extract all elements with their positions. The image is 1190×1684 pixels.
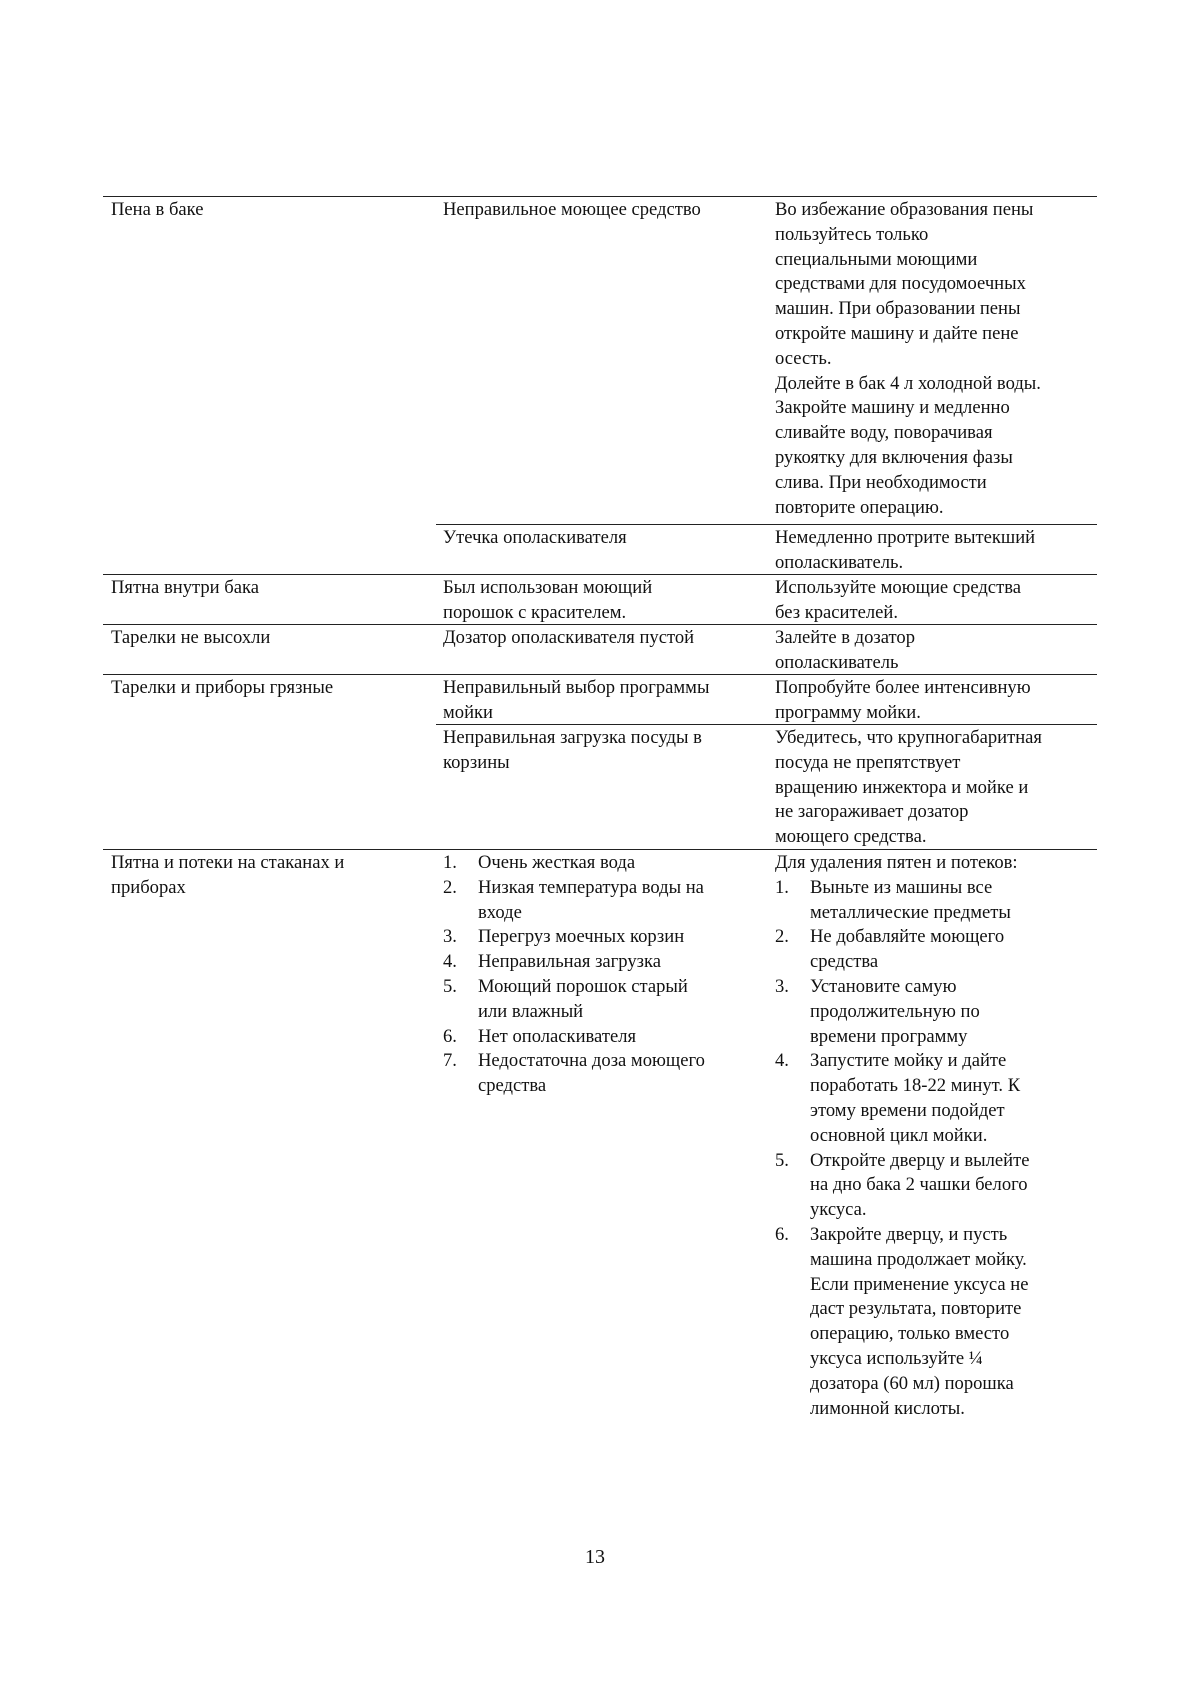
list-item: 2. Не добавляйте моющего средства (775, 926, 1005, 973)
list-item: 5. Моющий порошок старый или влажный (443, 975, 688, 1022)
row-divider (436, 524, 1097, 525)
problem-spots-glasses: Пятна и потеки на стаканах и приборах (111, 852, 345, 898)
problem-foam: Пена в баке (111, 199, 204, 220)
solution-list (775, 851, 1095, 1421)
list-item: 1. Очень жесткая вода (443, 852, 636, 873)
cause-list (443, 851, 763, 1099)
list-item: 1. Выньте из машины все металлические предметы (775, 876, 1011, 923)
solution-check-loading: Убедитесь, что крупногабаритная посуда не препятствует вращению инжектора и мойке и не загораживает дозатор моющего средства. (775, 727, 1042, 848)
cause-rinse-leak: Утечка ополаскивателя (443, 527, 627, 548)
solution-intensive-program: Попробуйте более интенсивную программу мойки. (775, 677, 1031, 723)
row-divider (103, 674, 1097, 675)
list-item: 3. Перегруз моечных корзин (443, 926, 685, 948)
row-divider (103, 624, 1097, 625)
row-divider (103, 849, 1097, 850)
row-divider (436, 724, 1097, 725)
cause-wrong-loading: Неправильная загрузка посуды в корзины (443, 727, 702, 773)
cause-wrong-detergent: Неправильное моющее средство (443, 199, 701, 220)
solution-foam: Во избежание образования пены пользуйтесь только специальными моющими средствами для посудомоечных машин. При образовании пены откройте машину и дайте пене осесть. Долейте в бак 4 л холодной воды. Закройте машину и медленно сливайте воду, поворачивая рукоятку для включения фазы слива. При необходимости повторите операцию. (775, 199, 1041, 518)
row-divider (103, 574, 1097, 575)
cause-rinse-empty: Дозатор ополаскивателя пустой (443, 627, 695, 648)
list-item: 2. Низкая температура воды на входе (443, 876, 704, 923)
page-number: 13 (585, 1546, 605, 1568)
list-item: 6. Закройте дверцу, и пусть машина продолжает мойку. Если применение уксуса не даст результата, повторите операцию, только вместо уксуса используйте ¼ дозатора (60 мл) порошка лимонной кислоты. (775, 1223, 1029, 1419)
solution-intro: Для удаления пятен и потеков: (775, 852, 1018, 873)
list-item: 4. Неправильная загрузка (443, 951, 661, 973)
table-top-rule (103, 196, 1097, 197)
cause-wrong-program: Неправильный выбор программы мойки (443, 677, 710, 723)
problem-not-dry: Тарелки не высохли (111, 627, 271, 648)
problem-stains-inside: Пятна внутри бака (111, 577, 259, 598)
problem-dirty-dishes: Тарелки и приборы грязные (111, 677, 334, 698)
cause-dyed-powder: Был использован моющий порошок с красителем. (443, 577, 653, 623)
list-item: 6. Нет ополаскивателя (443, 1025, 637, 1047)
list-item: 4. Запустите мойку и дайте поработать 18-22 минут. К этому времени подойдет основной цикл мойки. (775, 1050, 1021, 1146)
list-item: 5. Откройте дверцу и вылейте на дно бака 2 чашки белого уксуса. (775, 1149, 1030, 1221)
solution-fill-rinse: Залейте в дозатор ополаскиватель (775, 627, 916, 673)
list-item: 7. Недостаточна доза моющего средства (443, 1050, 705, 1097)
solution-rinse-leak: Немедленно протрите вытекший ополаскиватель. (775, 527, 1036, 573)
solution-no-dye: Используйте моющие средства без красителей. (775, 577, 1021, 623)
list-item: 3. Установите самую продолжительную по времени программу (775, 975, 980, 1047)
